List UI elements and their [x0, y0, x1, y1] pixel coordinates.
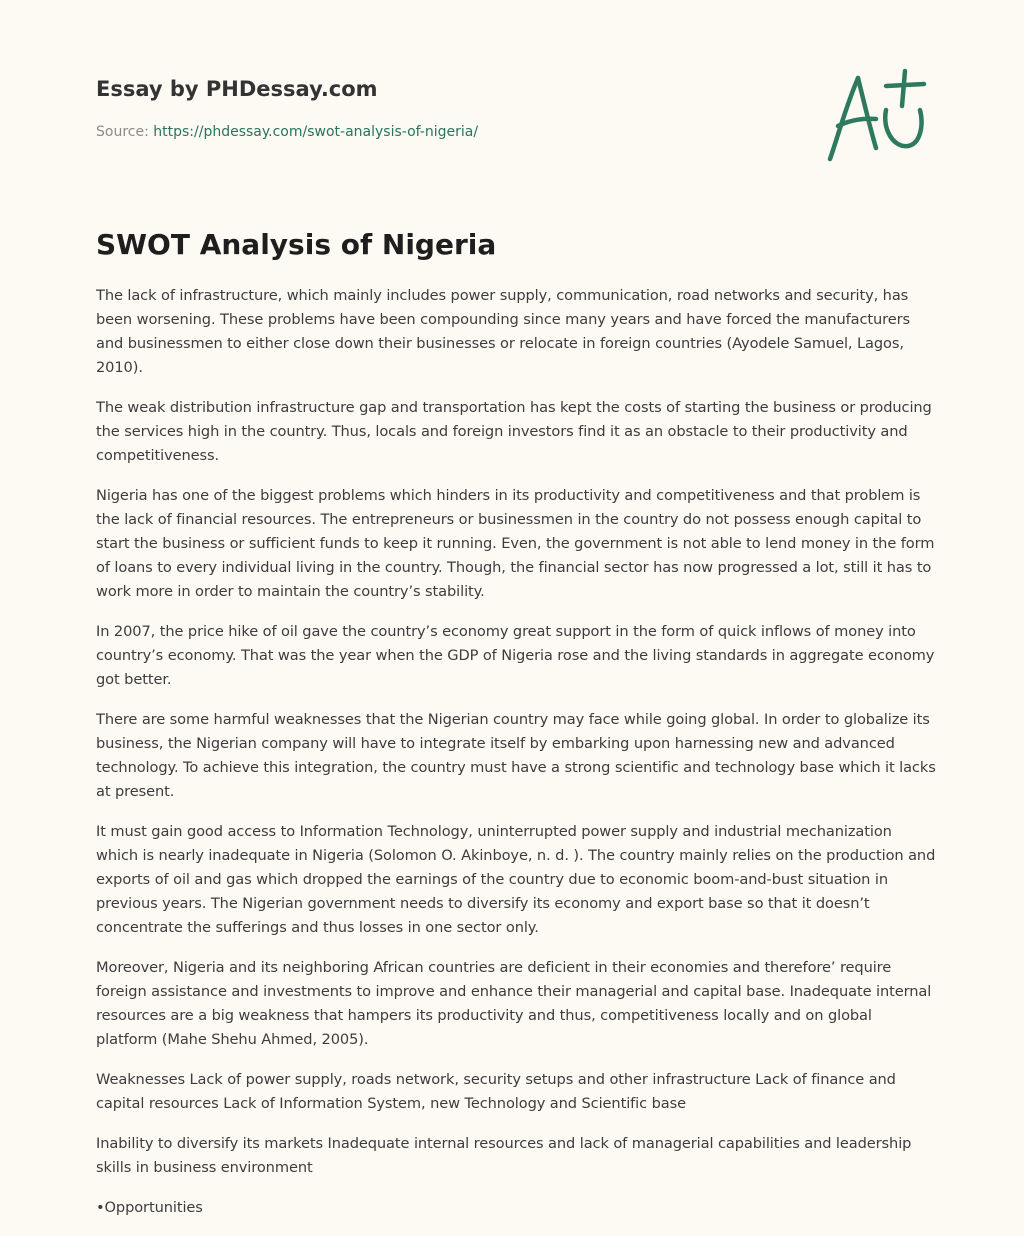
paragraph: Moreover, Nigeria and its neighboring African countries are deficient in their economies and therefore’ require foreign assistance and investments to improve and enhance their managerial and capital base. Inadequate internal resources are a big weakness that hampers its productivity and thus, competitiveness locally and on global platform (Mahe Shehu Ahmed, 2005). [96, 959, 932, 1048]
paragraph: It must gain good access to Information Technology, uninterrupted power supply and industrial mechanization which is nearly inadequate in Nigeria (Solomon O. Akinboye, n. d. ). The country mainly relies on the production and exports of oil and gas which dropped the earnings of the country due to economic boom-and-bust situation in previous years. The Nigerian government needs to diversify its economy and export base so that it doesn’t concentrate the sufferings and thus losses in one sector only. [96, 823, 936, 936]
bullet-item-opportunities: • Opportunities [96, 1196, 936, 1220]
paragraph: Inability to diversify its markets Inadequate internal resources and lack of managerial capabilities and leadership skills in business environment [96, 1135, 912, 1176]
source-label: Source: [96, 124, 154, 140]
source-link[interactable]: https://phdessay.com/swot-analysis-of-nigeria/ [153, 124, 479, 140]
source-line [96, 122, 936, 142]
paragraph: There are some harmful weaknesses that the Nigerian country may face while going global. In order to globalize its business, the Nigerian company will have to integrate itself by embarking upon harnessing new and advanced technology. To achieve this integration, the country must have a strong scientific and technology base which it lacks at present. [96, 711, 936, 800]
paragraph: In 2007, the price hike of oil gave the country’s economy great support in the form of quick inflows of money into country’s economy. That was the year when the GDP of Nigeria rose and the living standards in aggregate economy got better. [96, 623, 935, 688]
paragraph: Weaknesses Lack of power supply, roads network, security setups and other infrastructure Lack of finance and capital resources Lack of Information System, new Technology and Scientific base [96, 1071, 896, 1112]
essay-title: SWOT Analysis of Nigeria [96, 228, 497, 261]
essay-body [96, 284, 936, 1236]
site-brand: Essay by PHDessay.com [96, 77, 378, 101]
a-plus-logo-icon [820, 66, 930, 166]
paragraph: The lack of infrastructure, which mainly includes power supply, communication, road networks and security, has been worsening. These problems have been compounding since many years and have forced the manufacturers and businessmen to either close down their businesses or relocate in foreign countries (Ayodele Samuel, Lagos, 2010). [96, 287, 911, 376]
page-header [96, 74, 936, 142]
paragraph: The weak distribution infrastructure gap and transportation has kept the costs of starting the business or producing the services high in the country. Thus, locals and foreign investors find it as an obstacle to their productivity and competitiveness. [96, 399, 932, 464]
paragraph: Nigeria has one of the biggest problems which hinders in its productivity and competitiveness and that problem is the lack of financial resources. The entrepreneurs or businessmen in the country do not possess enough capital to start the business or sufficient funds to keep it running. Even, the government is not able to lend money in the form of loans to every individual living in the country. Though, the financial sector has now progressed a lot, still it has to work more in order to maintain the country’s stability. [96, 487, 935, 600]
